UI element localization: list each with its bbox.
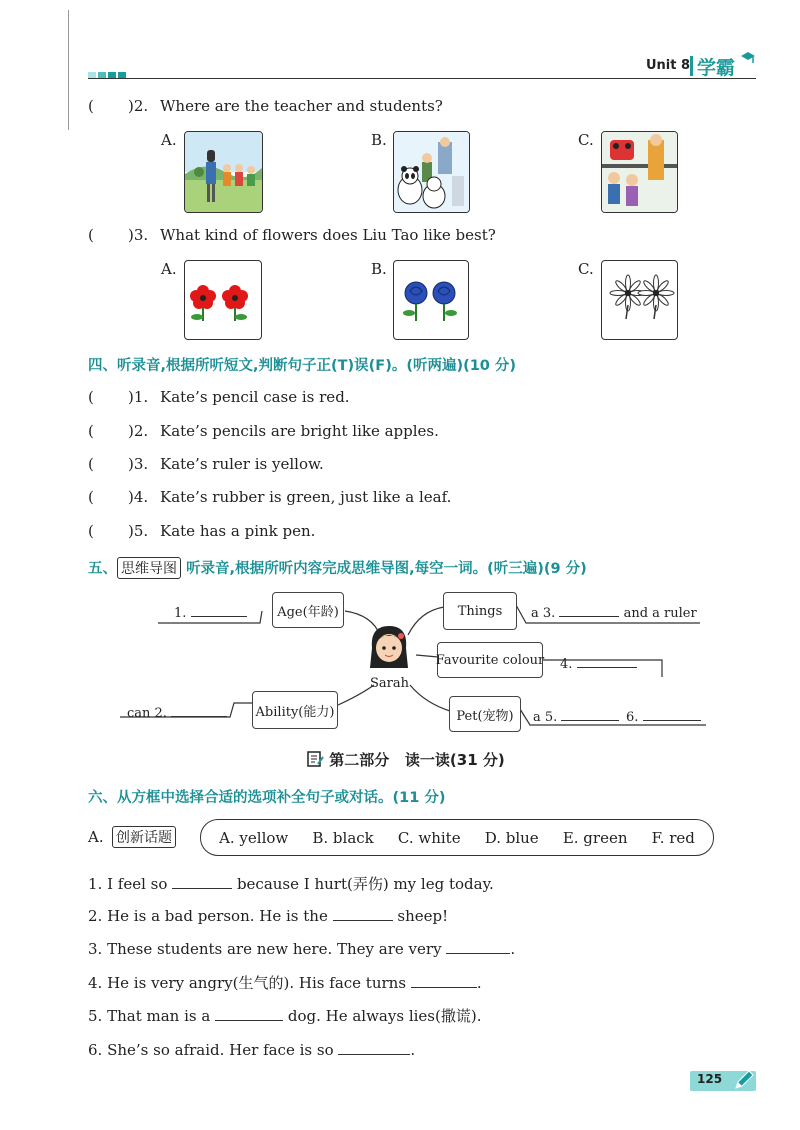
section6-title: 六、从方框中选择合适的选项补全句子或对话。(11 分) [88, 790, 446, 806]
choice-f: F. red [651, 828, 695, 847]
q3-option-a-image[interactable] [184, 260, 262, 340]
mindmap-colour-node: Favourite colour [437, 642, 543, 678]
header-margin-line [68, 10, 69, 130]
s6-item3: 3. These students are new here. They are very . [88, 940, 516, 958]
park-scene-icon [185, 132, 262, 212]
s6-blank4[interactable] [411, 973, 477, 988]
mindmap-blank6: 6. [626, 706, 701, 725]
mindmap-blank5: a 5. [533, 706, 619, 725]
brand-bar [690, 56, 693, 76]
header-dots [88, 64, 126, 83]
section5-title: 听录音,根据所听内容完成思维导图,每空一词。(听三遍)(9 分) [186, 561, 587, 577]
panda-zoo-icon [394, 132, 469, 212]
red-flowers-icon [185, 261, 261, 339]
mindmap-blank2: can 2. [127, 702, 227, 721]
choice-e: E. green [562, 828, 628, 847]
s4-item4-number: )4. [128, 488, 149, 506]
q3-option-b-image[interactable] [393, 260, 469, 340]
q2-option-b-label: B. [371, 131, 387, 149]
q2-option-c-image[interactable] [601, 131, 678, 213]
girl-icon [366, 622, 412, 676]
choice-b: B. black [312, 828, 374, 847]
blue-roses-icon [394, 261, 468, 339]
q3-option-a-label: A. [161, 260, 177, 278]
s6-item1: 1. I feel so because I hurt(弄伤) my leg today. [88, 875, 494, 893]
q2-paren: ( [88, 97, 94, 115]
header-rule [88, 78, 756, 79]
s4-item1-number: )1. [128, 388, 149, 406]
q3-number: )3. [128, 226, 149, 244]
section4-title: 四、听录音,根据所听短文,判断句子正(T)误(F)。(听两遍)(10 分) [88, 358, 517, 374]
part2-subtitle: 读一读(31 分) [404, 751, 505, 769]
s6-item2: 2. He is a bad person. He is the sheep! [88, 907, 449, 925]
s4-item5-text: Kate has a pink pen. [160, 522, 316, 540]
daisies-icon [602, 261, 677, 339]
mindmap-blank3: a 3. and a ruler [531, 602, 697, 621]
s4-item3-number: )3. [128, 455, 149, 473]
s4-item1-paren: ( [88, 388, 94, 406]
q3-option-c-image[interactable] [601, 260, 678, 340]
s6-item6: 6. She’s so afraid. Her face is so . [88, 1041, 416, 1059]
mindmap-age-node: Age(年龄) [272, 592, 344, 628]
sarah-avatar [366, 622, 412, 680]
q2-option-a-label: A. [161, 131, 177, 149]
brand-cap-icon [740, 50, 756, 70]
s4-item1-text: Kate’s pencil case is red. [160, 388, 350, 406]
zoo-animal-icon [602, 132, 677, 212]
part2-title: 第二部分 [329, 751, 390, 769]
choice-a: A. yellow [219, 828, 289, 847]
s6-item4: 4. He is very angry(生气的). His face turns . [88, 974, 482, 992]
part2-heading [306, 749, 505, 772]
section5-heading [88, 557, 587, 579]
s6-blank1[interactable] [172, 874, 232, 889]
q2-number: )2. [128, 97, 149, 115]
mindmap-blank1: 1. [174, 602, 247, 621]
mindmap-blank4: 4. [560, 653, 637, 672]
s6-blank3[interactable] [446, 939, 510, 954]
reading-icon [306, 750, 324, 772]
q2-text: Where are the teacher and students? [160, 97, 443, 115]
s6-blank2[interactable] [333, 906, 393, 921]
q3-paren: ( [88, 226, 94, 244]
s4-item2-number: )2. [128, 422, 149, 440]
mindmap-pet-node: Pet(宠物) [449, 696, 521, 732]
q2-option-c-label: C. [578, 131, 594, 149]
s4-item3-text: Kate’s ruler is yellow. [160, 455, 324, 473]
mindmap-center-label: Sarah [370, 676, 409, 691]
s6-blank6[interactable] [338, 1040, 410, 1055]
section6-label: A. [88, 828, 104, 846]
page-number: 125 [697, 1072, 723, 1086]
choice-c: C. white [397, 828, 461, 847]
s4-item2-text: Kate’s pencils are bright like apples. [160, 422, 439, 440]
s4-item3-paren: ( [88, 455, 94, 473]
s6-item5: 5. That man is a dog. He always lies(撒谎). [88, 1007, 482, 1025]
q2-option-b-image[interactable] [393, 131, 470, 213]
q2-option-a-image[interactable] [184, 131, 263, 213]
choice-d: D. blue [484, 828, 539, 847]
section6-tag: 创新话题 [112, 826, 176, 848]
q3-option-c-label: C. [578, 260, 594, 278]
mindmap-tag: 思维导图 [117, 557, 181, 579]
unit-label: Unit 8 [646, 58, 691, 73]
s4-item4-text: Kate’s rubber is green, just like a leaf. [160, 488, 452, 506]
s4-item5-paren: ( [88, 522, 94, 540]
word-bank-box [200, 819, 714, 856]
brand-logo: 学霸 [697, 57, 736, 79]
s6-blank5[interactable] [215, 1006, 283, 1021]
q3-text: What kind of flowers does Liu Tao like best? [160, 226, 496, 244]
mindmap-ability-node: Ability(能力) [252, 691, 338, 729]
s4-item5-number: )5. [128, 522, 149, 540]
s4-item4-paren: ( [88, 488, 94, 506]
section5-prefix: 五、 [88, 561, 117, 577]
mindmap-things-node: Things [443, 592, 517, 630]
q3-option-b-label: B. [371, 260, 387, 278]
s4-item2-paren: ( [88, 422, 94, 440]
pencil-icon [732, 1068, 756, 1096]
